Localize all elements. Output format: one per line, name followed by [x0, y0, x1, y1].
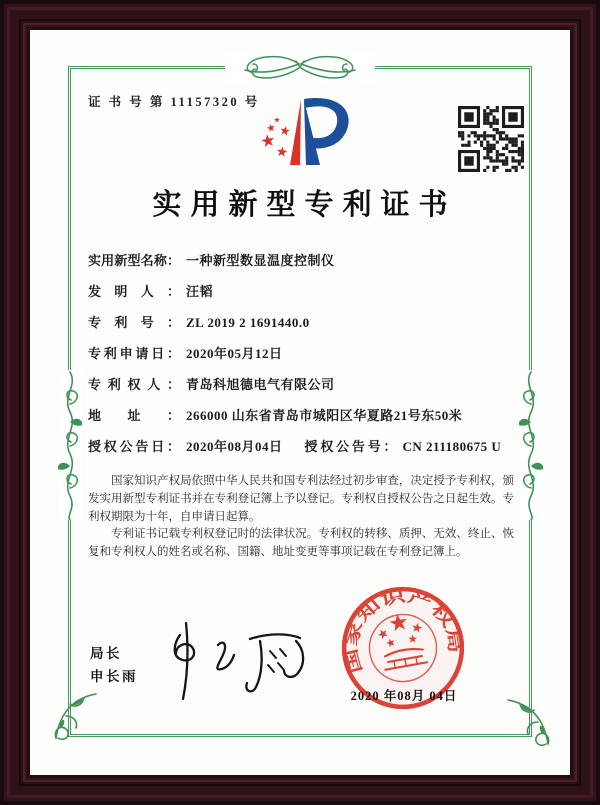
director-block — [90, 642, 138, 688]
field-row-address — [88, 406, 520, 425]
top-scroll-ornament — [225, 50, 375, 84]
field-row-grant — [88, 437, 520, 456]
field-row-patent-no — [88, 313, 520, 332]
legal-paragraph-1: 国家知识产权局依照中华人民共和国专利法经过初步审查，决定授予专利权，颁发实用新型专利证书并在专利登记簿上予以登记。专利权自授权公告之日起生效。专利权期限为十年，自申请日起算。 — [88, 475, 514, 523]
director-signature-icon — [150, 615, 340, 710]
field-list — [88, 251, 520, 468]
seal-org-text: 国家知识产权局 — [341, 586, 464, 676]
qr-code-icon — [458, 106, 524, 172]
grant-date-label: 授权公告日： — [88, 439, 180, 454]
vine-right-ornament — [519, 370, 543, 520]
seal-date: 2020 年08月 04日 — [350, 689, 458, 703]
field-label: 发明人： — [88, 284, 180, 299]
field-row-filing-date — [88, 344, 520, 363]
field-row-name — [88, 251, 520, 270]
director-name: 申长雨 — [90, 669, 138, 684]
field-label: 专利权人： — [88, 377, 180, 392]
field-value: 266000 山东省青岛市城阳区华夏路21号东50米 — [186, 408, 463, 423]
legal-text — [88, 473, 514, 562]
grant-date-value: 2020年08月04日 — [186, 439, 283, 454]
grant-date-pair — [88, 437, 283, 456]
certificate-paper — [30, 30, 570, 775]
field-label: 地址： — [88, 408, 180, 423]
grant-no-label: 授权公告号： — [304, 439, 397, 454]
cnipa-logo-icon — [240, 90, 360, 175]
field-value: 汪韬 — [186, 284, 214, 299]
field-label: 专利号： — [88, 315, 180, 330]
grant-no-pair — [305, 437, 502, 456]
grant-no-value: CN 211180675 U — [402, 439, 502, 454]
field-value: 2020年05月12日 — [186, 346, 283, 361]
director-title: 局长 — [90, 646, 122, 661]
legal-paragraph-2: 专利证书记载专利权登记时的法律状况。专利权的转移、质押、无效、终止、恢复和专利权人的姓名或名称、国籍、地址变更等事项记载在专利登记簿上。 — [88, 528, 514, 559]
field-value: 一种新型数显温度控制仪 — [186, 253, 335, 268]
field-label: 实用新型名称： — [88, 253, 180, 268]
certificate-title: 实用新型专利证书 — [152, 189, 457, 221]
floral-bottom-right-ornament — [504, 694, 560, 750]
floral-bottom-left-ornament — [44, 688, 100, 744]
field-value: ZL 2019 2 1691440.0 — [186, 315, 310, 330]
certificate-number: 证 书 号 第 11157320 号 — [88, 95, 260, 109]
field-row-inventor — [88, 282, 520, 301]
field-label: 专利申请日： — [88, 346, 180, 361]
field-value: 青岛科旭德电气有限公司 — [186, 377, 335, 392]
vine-left-ornament — [58, 370, 82, 520]
field-row-patentee — [88, 375, 520, 394]
